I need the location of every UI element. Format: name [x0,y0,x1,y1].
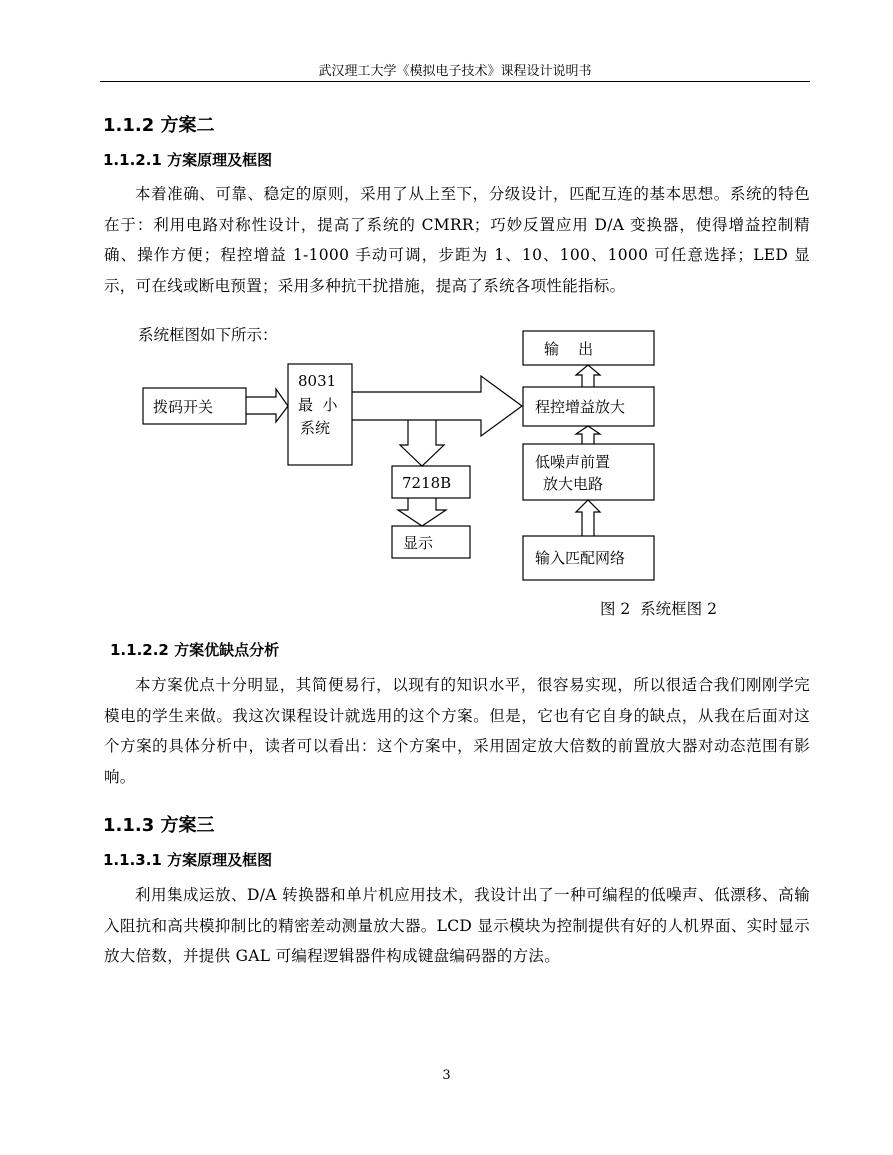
diagram-intro-text: 系统框图如下所示： [138,326,278,344]
label-7218b: 7218B [402,474,452,492]
page-number: 3 [442,1068,451,1083]
label-input-network: 输入匹配网络 [535,549,626,567]
subsection-heading-1-1-2-1: 1.1.2.1 方案原理及框图 [103,151,273,169]
label-mcu-min: 最 小 [298,396,338,414]
arrow-mcu-to-pga [352,376,522,436]
subsection-heading-1-1-2-2: 1.1.2.2 方案优缺点分析 [110,641,280,659]
subsection-heading-1-1-3-1: 1.1.3.1 方案原理及框图 [103,851,273,869]
label-display: 显示 [403,534,434,552]
arrow-7218b-to-display [398,498,446,526]
arrow-switch-to-mcu [246,389,288,422]
section-heading-1-1-2: 1.1.2 方案二 [103,115,215,136]
label-preamp-line2: 放大电路 [543,475,604,493]
arrow-input-to-preamp [576,500,600,536]
arrow-pga-to-output [576,365,600,387]
arrow-preamp-to-pga [576,426,600,444]
label-mcu-system: 系统 [300,419,331,437]
figure-caption: 图 2 系统框图 2 [600,600,717,618]
label-output: 输 出 [544,340,594,358]
page-header: 武汉理工大学《模拟电子技术》课程设计说明书 [318,64,592,79]
label-dip-switch: 拨码开关 [153,398,214,416]
section-heading-1-1-3: 1.1.3 方案三 [103,815,215,836]
paragraph-scheme-two-principle: 本着准确、可靠、稳定的原则，采用了从上至下，分级设计，匹配互连的基本思想。系统的特色在于：利用电路对称性设计，提高了系统的 CMRR；巧妙反置应用 D/A 变换器，使得增益控制精确、操作方便；程控增益 1-1000 手动可调，步距为 1、10、100、1000 可任意选择；LED 显示，可在线或断电预置；采用多种抗干扰措施，提高了系统各项性能指标。 [104,185,810,295]
label-mcu-model: 8031 [298,372,337,390]
arrow-bus-to-7218b [400,420,444,466]
label-preamp-line1: 低噪声前置 [535,453,611,471]
paragraph-scheme-two-analysis: 本方案优点十分明显，其简便易行，以现有的知识水平，很容易实现，所以很适合我们刚刚学完模电的学生来做。我这次课程设计就选用的这个方案。但是，它也有它自身的缺点，从我在后面对这个方案的具体分析中，读者可以看出：这个方案中，采用固定放大倍数的前置放大器对动态范围有影响。 [104,676,810,786]
label-pga: 程控增益放大 [535,398,626,416]
paragraph-scheme-three-principle: 利用集成运放、D/A 转换器和单片机应用技术，我设计出了一种可编程的低噪声、低漂移、高输入阻抗和高共模抑制比的精密差动测量放大器。LCD 显示模块为控制提供有好的人机界面、实时显示放大倍数，并提供 GAL 可编程逻辑器件构成键盘编码器的方法。 [104,886,810,965]
